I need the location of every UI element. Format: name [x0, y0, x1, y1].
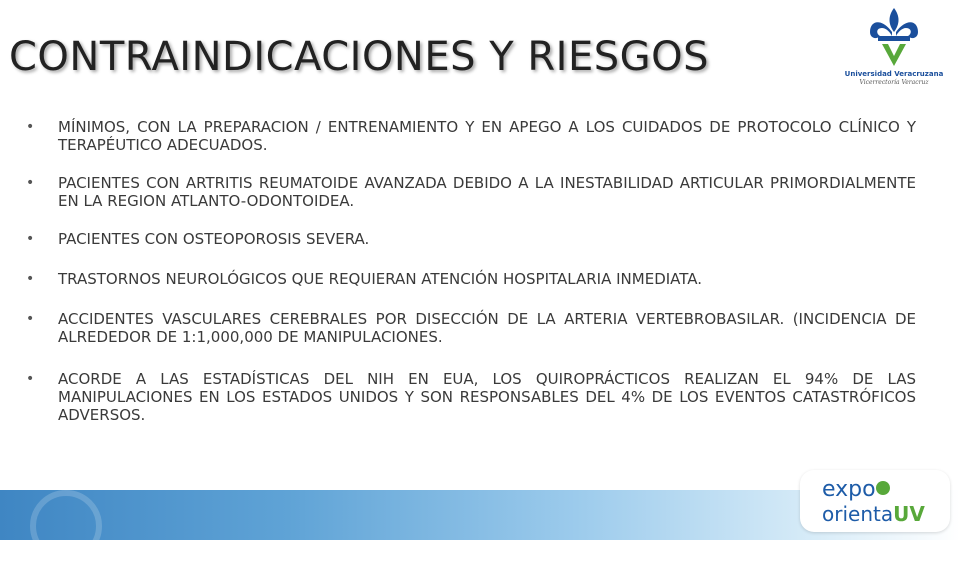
brand-line-1: [822, 478, 890, 502]
contraindications-list: [26, 118, 916, 424]
slide-title: CONTRAINDICACIONES Y RIESGOS: [9, 34, 709, 80]
brand-expo-text: expo: [822, 477, 876, 502]
play-dot-icon: [876, 481, 890, 495]
bullet-text: TRASTORNOS NEUROLÓGICOS QUE REQUIERAN ATENCIÓN HOSPITALARIA INMEDIATA.: [58, 270, 703, 288]
bullet-marker: •: [26, 119, 35, 135]
university-subtitle: Vicerrectoría Veracruz: [859, 79, 929, 86]
bullet-text: ACORDE A LAS ESTADÍSTICAS DEL NIH EN EUA, LOS QUIROPRÁCTICOS REALIZAN EL 94% DE LAS MANIPULACIONES EN LOS ESTADOS UNIDOS Y SON RESPONSABLES DEL 4% DE LOS EVENTOS CATASTRÓFICOS ADVERSOS.: [58, 370, 916, 424]
brand-uv-text: UV: [893, 502, 925, 526]
bullet-item: [26, 174, 916, 210]
bullet-item: [26, 270, 916, 288]
uv-emblem-icon: [864, 6, 924, 68]
brand-line-2: [822, 501, 925, 527]
expo-orienta-logo: [800, 470, 950, 532]
bullet-marker: •: [26, 231, 35, 247]
bullet-marker: •: [26, 271, 35, 287]
bullet-text: PACIENTES CON OSTEOPOROSIS SEVERA.: [58, 230, 370, 248]
bullet-marker: •: [26, 175, 35, 191]
university-logo: [838, 6, 950, 98]
bullet-item: [26, 310, 916, 346]
bullet-item: [26, 370, 916, 424]
bullet-item: [26, 230, 916, 248]
bullet-marker: •: [26, 311, 35, 327]
bullet-marker: •: [26, 371, 35, 387]
bullet-text: PACIENTES CON ARTRITIS REUMATOIDE AVANZADA DEBIDO A LA INESTABILIDAD ARTICULAR PRIMORDIALMENTE EN LA REGION ATLANTO-ODONTOIDEA.: [58, 174, 916, 210]
bullet-text: ACCIDENTES VASCULARES CEREBRALES POR DISECCIÓN DE LA ARTERIA VERTEBROBASILAR. (INCIDENCIA DE ALREDEDOR DE 1:1,000,000 DE MANIPULACIONES.: [58, 310, 916, 346]
bullet-item: [26, 118, 916, 154]
university-name: Universidad Veracruzana: [844, 70, 944, 78]
brand-orienta-text: orienta: [822, 502, 894, 526]
decorative-ring-icon: [30, 490, 102, 562]
bullet-text: MÍNIMOS, CON LA PREPARACION / ENTRENAMIENTO Y EN APEGO A LOS CUIDADOS DE PROTOCOLO CLÍNICO Y TERAPÉUTICO ADECUADOS.: [58, 118, 916, 154]
